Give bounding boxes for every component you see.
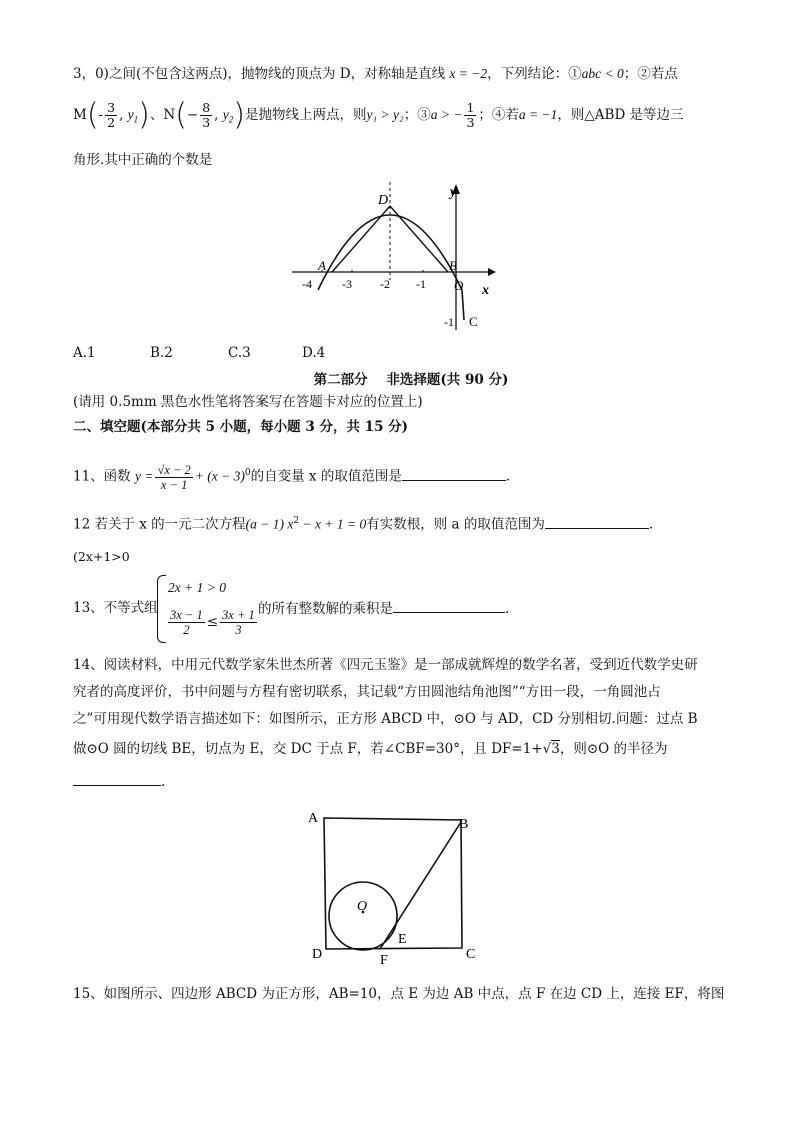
q15-line1: 15、如图所示、四边形 ABCD 为正方形，AB=10，点 E 为边 AB 中点，点 F 在边 CD 上，连接 EF，将图: [73, 986, 725, 1002]
fig-label-e: E: [398, 932, 407, 947]
option-d: D.4: [302, 345, 326, 361]
q11-power-term: + (x − 3): [194, 468, 245, 484]
label-b: B: [449, 258, 457, 273]
q10-line3: 角形.其中正确的个数是: [73, 152, 213, 168]
point-n-label: N: [163, 107, 176, 123]
q10-line1: [73, 64, 678, 84]
x-axis-arrow: [488, 268, 496, 276]
a-equals: a = −1: [518, 107, 558, 122]
fig-label-o: O: [357, 899, 368, 914]
fig-label-d: D: [312, 947, 323, 962]
q14-line2: 究者的高度评价，书中问题与方程有密切联系，其记载“方田圆池结角池图”“方田一段，一角圆池占: [73, 684, 661, 700]
fig-label-a: A: [308, 811, 319, 826]
sqrt-symbol: √: [542, 741, 552, 757]
q13-main: 13、不等式组: [73, 600, 158, 616]
q13-brace: [157, 575, 166, 643]
q10-text-a: 3，0)之间(不包含这两点)，抛物线的顶点为 D，对称轴是直线: [73, 66, 450, 82]
tick-neg4: -4: [302, 277, 312, 291]
label-y: y: [450, 185, 457, 200]
a-fraction: $\frac{1}{3}$: [466, 100, 475, 130]
abc-inequality: abc < 0: [581, 66, 624, 81]
part2-title: 第二部分 非选择题(共 90 分): [313, 372, 509, 388]
part2-note: (请用 0.5mm 黑色水性笔将答案写在答题卡对应的位置上): [73, 394, 423, 410]
q12-answer-blank: [545, 514, 649, 529]
q11-answer-blank: [402, 466, 506, 481]
q12-equation: (a − 1) x: [245, 516, 294, 532]
q11-y: y =: [134, 468, 154, 484]
q10-text-g: ，则△ABD 是等边三: [557, 107, 684, 123]
label-x: x: [482, 283, 489, 298]
side-bd: [390, 206, 448, 272]
q11: 11、函数 y = $\frac{√x - 2}{x - 1}$ + $(x - 3)^0$的自变量 x 的取值范围是 .: [73, 462, 511, 492]
q10-text-d: 是抛物线上两点，则: [244, 107, 367, 123]
q14-line3: 之”可用现代数学语言描述如下：如图所示，正方形 ABCD 中，⊙O 与 AD，CD 分别相切.问题：过点 B: [73, 711, 698, 727]
q13-ineq2: $\frac{3x - 1}{2}$ ≤ $\frac{3x + 1}{3}$: [170, 608, 255, 637]
label-a: A: [318, 258, 326, 273]
q14-answer-blank: [73, 771, 161, 786]
option-c: C.3: [228, 345, 251, 361]
y-tick-neg1: -1: [444, 315, 454, 329]
q10-text-e: ；③: [403, 107, 431, 123]
parabola-curve: [318, 215, 464, 320]
q14-answer-line: .: [73, 771, 165, 792]
q10-options: [73, 343, 325, 363]
option-a: A.1: [73, 345, 96, 361]
side-ad: [332, 206, 390, 272]
q13-stray-text: (2x+1>0: [73, 549, 130, 564]
tick-neg1: -1: [416, 277, 426, 291]
axis-equation: x = −2: [449, 66, 488, 81]
a-comparison: a > −: [430, 107, 463, 122]
q13-ineq1: 2x + 1 > 0: [168, 580, 226, 595]
q14-line4: 做⊙O 圆的切线 BE，切点为 E，交 DC 于点 F，若∠CBF=30°，且 DF=1+√3，则⊙O 的半径为: [73, 741, 668, 757]
q10-text-b: ，下列结论：①: [487, 66, 582, 82]
square-circle-figure: [306, 806, 486, 968]
q13-answer-blank: [393, 598, 505, 613]
label-c: C: [469, 314, 478, 329]
label-d: D: [378, 193, 389, 208]
q14-line1: 14、阅读材料，中用元代数学家朱世杰所著《四元玉鉴》是一部成就辉煌的数学名著，受到近代数学史研: [73, 657, 698, 673]
q10-text-f: ；④若: [478, 107, 519, 123]
n-x-fraction: $\frac{8}{3}$: [202, 100, 211, 130]
tick-neg3: -3: [342, 277, 352, 291]
fig-label-f: F: [380, 953, 388, 968]
q12: 12 若关于 x 的一元二次方程(a − 1) $x^2 - x + 1 = 0$有实数根，则 a 的取值范围为 .: [73, 511, 653, 535]
point-m-label: M: [73, 107, 87, 123]
q10-line2: M(- $\frac{3}{2}$ , $y_1$)、N(− $\frac{8}{3}$ , $y_2$)是抛物线上两点，则y₁ > y₂；③a > − $\frac{1}{3}$ ；④若a = −1，则△ABD 是等边三: [73, 97, 684, 133]
option-b: B.2: [150, 345, 173, 361]
q13-tail: 的所有整数解的乘积是 .: [258, 598, 509, 619]
m-x-fraction: $\frac{3}{2}$: [107, 100, 116, 130]
y-comparison: y₁ > y₂: [366, 107, 404, 122]
fig-label-b: B: [459, 817, 469, 832]
fig-label-c: C: [466, 947, 476, 962]
tick-neg2: -2: [380, 277, 390, 291]
parabola-graph: [288, 180, 498, 340]
section-heading: 二、填空题(本部分共 5 小题，每小题 3 分，共 15 分): [73, 419, 409, 435]
label-o: O: [454, 278, 464, 293]
q11-fraction: $\frac{√x - 2}{x - 1}$: [157, 462, 191, 492]
q10-text-c: ；②若点: [623, 66, 678, 82]
tangent-bf: [380, 822, 461, 949]
